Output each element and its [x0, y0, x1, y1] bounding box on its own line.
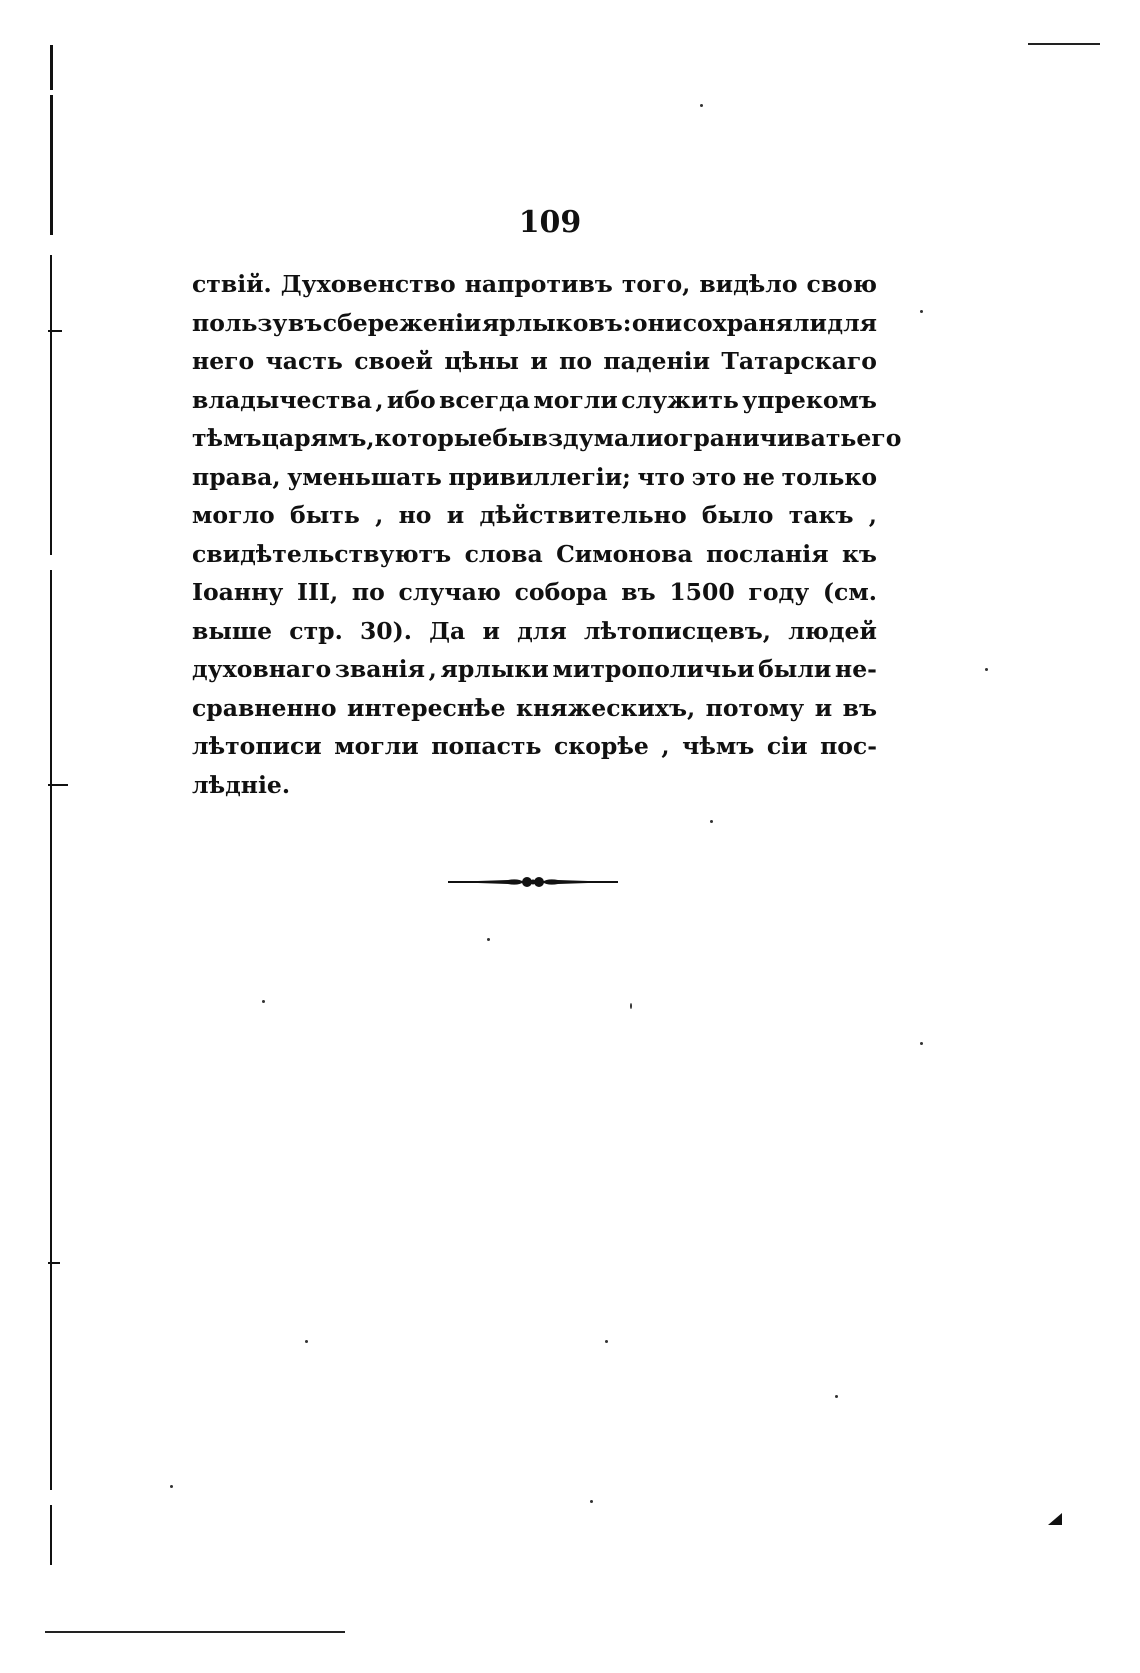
word: году	[748, 578, 810, 606]
text-line	[192, 573, 877, 612]
word: Духовенство	[280, 270, 456, 298]
word: него	[192, 347, 255, 375]
text-line	[192, 496, 877, 535]
text-line	[192, 766, 877, 805]
word: духовнаго	[192, 655, 332, 683]
word: и	[482, 616, 500, 645]
word: могли	[533, 385, 618, 414]
scan-speck	[920, 310, 923, 313]
word: часть	[265, 347, 343, 375]
word: только	[781, 462, 877, 491]
word: которые	[374, 424, 493, 452]
scan-speck	[985, 668, 988, 671]
word: 30).	[359, 616, 412, 645]
word: по	[351, 578, 385, 606]
word: ,	[375, 501, 384, 529]
word: привиллегіи;	[448, 462, 631, 491]
text-line	[192, 650, 877, 689]
word: въ	[842, 693, 877, 722]
word: всегда	[439, 385, 530, 414]
word: служить	[621, 385, 739, 414]
word: не	[742, 462, 775, 491]
word: (см.	[822, 578, 877, 606]
word: такъ	[788, 501, 854, 529]
word: ограничивать	[663, 424, 857, 452]
word: скорѣе	[553, 732, 649, 760]
word: лѣтописцевъ,	[583, 616, 771, 645]
binding-edge-tick	[48, 784, 68, 786]
scan-speck	[630, 1003, 632, 1009]
word: званія	[334, 655, 425, 683]
text-line	[192, 342, 877, 381]
top-edge-rule	[1028, 43, 1100, 45]
word: потому	[705, 693, 805, 722]
corner-triangle-mark	[1048, 1513, 1062, 1525]
scan-speck	[262, 1000, 265, 1003]
word: что	[637, 462, 685, 491]
word: Да	[429, 616, 466, 645]
word: упрекомъ	[742, 385, 877, 414]
word: Татарскаго	[721, 347, 877, 375]
word: бы	[492, 424, 532, 452]
word: 1500	[669, 578, 735, 606]
body-text	[192, 265, 902, 804]
word: сравненно	[192, 693, 337, 722]
scan-speck	[170, 1485, 173, 1488]
word: людей	[788, 616, 877, 645]
word: ,	[375, 385, 384, 414]
word: слова	[464, 539, 543, 568]
word: ярлыки	[440, 655, 549, 683]
word: сохраняли	[682, 308, 827, 337]
word: но	[398, 501, 432, 529]
word: своей	[354, 347, 433, 375]
binding-edge-line	[50, 1505, 52, 1565]
word: пользу	[192, 308, 288, 337]
word: случаю	[398, 578, 501, 606]
scan-speck	[305, 1340, 308, 1343]
scan-speck	[835, 1395, 838, 1398]
word: могли	[334, 732, 419, 760]
word: и	[530, 347, 548, 375]
word: паденіи	[603, 347, 711, 375]
word: были	[758, 655, 832, 683]
word: попасть	[431, 732, 542, 760]
scan-speck	[487, 938, 490, 941]
word: сіи	[766, 732, 808, 760]
word: это	[691, 462, 737, 491]
word: того,	[621, 270, 691, 298]
word: III,	[297, 578, 339, 606]
word: его	[856, 424, 902, 452]
scan-speck	[700, 104, 703, 107]
text-line	[192, 727, 877, 766]
word: въ	[287, 308, 323, 337]
word: посланія	[706, 539, 829, 568]
scan-speck	[920, 1042, 923, 1045]
word: ствій.	[192, 270, 272, 298]
word: Симонова	[556, 539, 693, 568]
word: ибо	[386, 385, 436, 414]
text-line	[192, 381, 877, 420]
word: для	[827, 308, 877, 337]
word: сбереженіи	[322, 308, 482, 337]
word: для	[517, 616, 567, 645]
word: владычества	[192, 385, 372, 414]
text-line	[192, 535, 877, 574]
text-line	[192, 304, 877, 343]
scan-speck	[710, 820, 713, 823]
word: не-	[835, 655, 877, 683]
word: царямъ,	[261, 424, 375, 452]
word: ,	[868, 501, 877, 529]
word: чѣмъ	[682, 732, 755, 760]
word: вздумали	[531, 424, 664, 452]
binding-edge-tick	[48, 1262, 60, 1264]
word: уменьшать	[287, 462, 442, 491]
binding-edge-line	[50, 570, 52, 1490]
binding-edge-line	[50, 45, 53, 90]
word: княжескихъ,	[516, 693, 696, 722]
word: лѣдніе.	[192, 770, 291, 799]
word: по	[559, 347, 593, 375]
word: тѣмъ	[192, 424, 262, 452]
word: стр.	[289, 616, 343, 645]
word: выше	[192, 616, 273, 645]
word: они	[631, 308, 683, 337]
binding-edge-line	[50, 255, 52, 555]
bottom-edge-rule	[45, 1631, 345, 1633]
text-line	[192, 689, 877, 728]
word: права,	[192, 462, 281, 491]
scan-speck	[590, 1500, 593, 1503]
word: ,	[661, 732, 670, 760]
word: въ	[621, 578, 656, 606]
text-line	[192, 458, 877, 497]
word: ярлыковъ:	[481, 308, 632, 337]
word: собора	[514, 578, 608, 606]
word: могло	[192, 501, 275, 529]
word: и	[446, 501, 465, 529]
word: быть	[290, 501, 360, 529]
text-line	[192, 612, 877, 651]
text-line	[192, 265, 877, 304]
word: цѣны	[444, 347, 519, 375]
word: напротивъ	[464, 270, 613, 298]
page-number: 109	[518, 205, 582, 240]
decorative-divider-icon	[448, 872, 618, 892]
binding-edge-tick	[48, 330, 62, 332]
scan-speck	[605, 1340, 608, 1343]
word: свою	[806, 270, 877, 298]
word: пос-	[820, 732, 877, 760]
word: къ	[841, 539, 877, 568]
word: было	[701, 501, 774, 529]
word: свидѣтельствуютъ	[192, 539, 452, 568]
text-line	[192, 419, 902, 458]
word: видѣло	[699, 270, 798, 298]
word: Іоанну	[192, 578, 284, 606]
word: митрополичьи	[552, 655, 755, 683]
word: ,	[428, 655, 437, 683]
word: и	[814, 693, 833, 722]
word: интереснѣе	[347, 693, 506, 722]
word: дѣйствительно	[479, 501, 687, 529]
word: лѣтописи	[192, 732, 322, 760]
